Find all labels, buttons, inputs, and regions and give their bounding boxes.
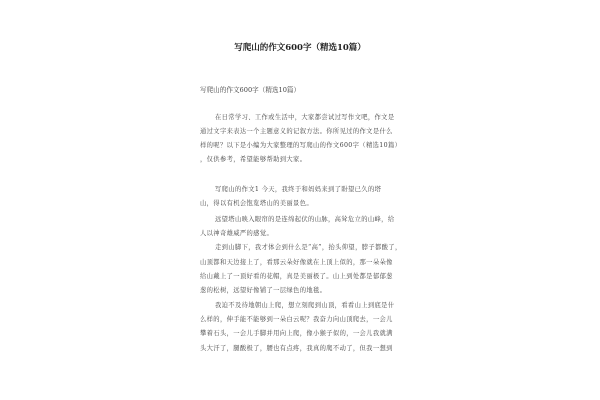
- intro-line-4: ，仅供参考，希望能够帮助到大家。: [200, 156, 307, 163]
- essay1-line-12: 头大汗了，腿酸极了，腰也有点疼，我真的爬不动了，但我一想到: [200, 345, 393, 352]
- essay1-line-6: 山顶都和天边接上了，看那云朵好像就在上顶上似的，那一朵朵像: [200, 259, 393, 266]
- intro-line-1: 在日常学习、工作或生活中，大家都尝试过写作文吧，作文是: [215, 114, 395, 121]
- essay1-line-3: 远望塔山映入眼帘的是连绵起伏的山脉，高耸危立的山峰，给: [215, 216, 395, 223]
- essay1-line-11: 攀着石头，一会儿手脚并用向上爬，像小猴子似的，一会儿我就满: [200, 330, 393, 337]
- document-title: 写爬山的作文600字（精选10篇）: [234, 43, 366, 53]
- essay1-line-10: 么样的，伸手能不能够到一朵白云呢？我奋力向山顶爬去，一会儿: [200, 316, 393, 323]
- essay1-line-9: 我迫不及待地朝山上爬，想立刻爬到山顶，看看山上到底是什: [215, 302, 395, 309]
- document-page: [150, 0, 450, 400]
- essay1-line-4: 人以神奇雄威严的感觉。: [200, 230, 274, 237]
- document-subtitle: 写爬山的作文600字（精选10篇）: [200, 86, 301, 94]
- essay1-line-2: 山，得以有机会饱览塔山的美丽景色。: [200, 200, 313, 207]
- intro-line-2: 通过文字来表达一个主题意义的记叙方法。你所见过的作文是什么: [200, 128, 393, 135]
- essay1-line-5: 走到山脚下，我才体会到什么是“高”，抬头仰望，脖子都酸了，: [215, 244, 402, 251]
- intro-line-3: 样的呢？以下是小编为大家整理的写爬山的作文600字（精选10篇）: [200, 142, 402, 149]
- essay1-heading-line: 写爬山的作文1 今天，我终于和妈妈来到了盼望已久的塔: [215, 186, 382, 193]
- essay1-line-8: 葱的松树，远望好像铺了一层绿色的地毯。: [200, 287, 327, 294]
- essay1-line-7: 给山戴上了一顶好看的花帽，真是美丽极了。山上到处都是郁郁葱: [200, 273, 393, 280]
